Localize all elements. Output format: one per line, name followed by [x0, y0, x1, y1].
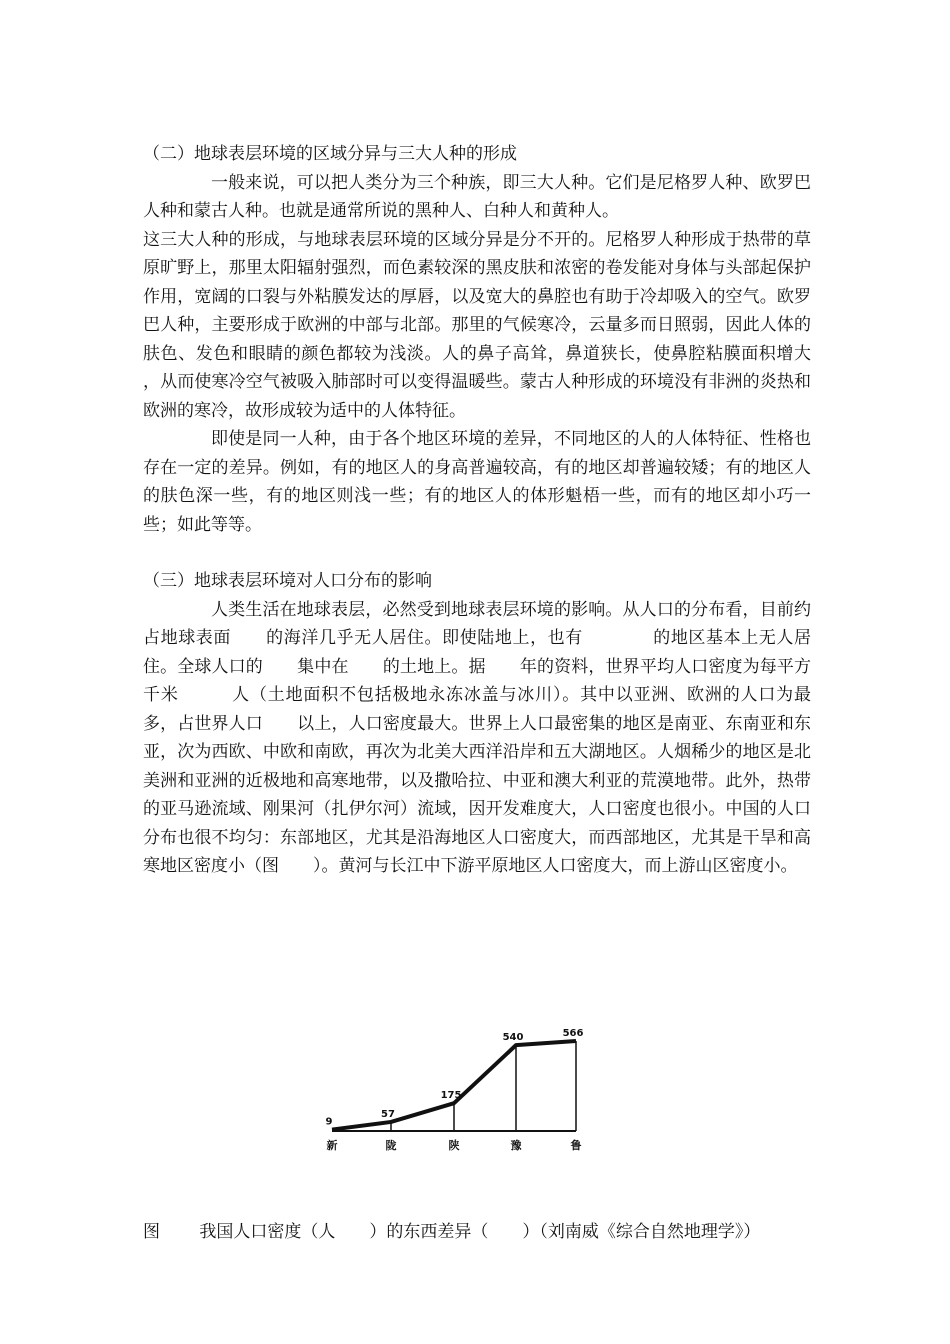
figure-caption: 图 我国人口密度（人 ）的东西差异（ ）（刘南威《综合自然地理学》） — [143, 1222, 761, 1242]
document-body — [143, 140, 811, 881]
chart-category-label-0: 新 — [326, 1139, 338, 1152]
chart-value-label-3: 540 — [502, 1032, 524, 1044]
section-gap — [143, 539, 811, 567]
chart-category-label-1: 陇 — [385, 1139, 397, 1152]
chart-category-label-3: 豫 — [510, 1139, 522, 1152]
section-2-paragraph-3: 即使是同一人种，由于各个地区环境的差异，不同地区的人的人体特征、性格也存在一定的差异。例如，有的地区人的身高普遍较高，有的地区却普遍较矮；有的地区人的肤色深一些，有的地区则浅一些；有的地区人的体形魁梧一些，而有的地区却小巧一些；如此等等。 — [143, 429, 811, 535]
chart-value-label-4: 566 — [562, 1028, 584, 1039]
section-2-paragraph-2: 这三大人种的形成，与地球表层环境的区域分异是分不开的。尼格罗人种形成于热带的草原旷野上，那里太阳辐射强烈，而色素较深的黑皮肤和浓密的卷发能对身体与头部起保护作用，宽阔的口裂与外粘膜发达的厚唇，以及宽大的鼻腔也有助于冷却吸入的空气。欧罗巴人种，主要形成于欧洲的中部与北部。那里的气候寒冷，云量多而日照弱，因此人体的肤色、发色和眼睛的颜色都较为浅淡。人的鼻子高耸，鼻道狭长，使鼻腔粘膜面积增大 ，从而使寒冷空气被吸入肺部时可以变得温暖些。蒙古人种形成的环境没有非洲的炎热和欧洲的寒冷，故形成较为适中的人体特征。 — [143, 229, 811, 421]
population-density-chart — [318, 1022, 608, 1162]
section-3-paragraph-1: 人类生活在地球表层，必然受到地球表层环境的影响。从人口的分布看，目前约占地球表面 的海洋几乎无人居住。即使陆地上，也有 的地区基本上无人居住。全球人口的 集中在 的土地上。据 年的资料，世界平均人口密度为每平方千米 人（土地面积不包括极地永冻冰盖与冰川）。其中以亚洲、欧洲的人口为最多，占世界人口 以上，人口密度最大。世界上人口最密集的地区是南亚、东南亚和东亚，次为西欧、中欧和南欧，再次为北美大西洋沿岸和五大湖地区。人烟稀少的地区是北美洲和亚洲的近极地和高寒地带，以及撒哈拉、中亚和澳大利亚的荒漠地带。此外，热带的亚马逊流域、刚果河（扎伊尔河）流域，因开发难度大，人口密度也很小。中国的人口分布也很不均匀：东部地区，尤其是沿海地区人口密度大，而西部地区，尤其是干旱和高寒地区密度小（图 ）。黄河与长江中下游平原地区人口密度大，而上游山区密度小。 — [143, 599, 811, 876]
chart-canvas — [318, 1022, 608, 1162]
chart-category-label-2: 陕 — [448, 1139, 460, 1152]
section-2-heading: （二）地球表层环境的区域分异与三大人种的形成 — [143, 144, 517, 164]
section-3-heading: （三）地球表层环境对人口分布的影响 — [143, 571, 432, 591]
chart-value-label-0: 9 — [325, 1116, 333, 1128]
chart-category-label-4: 鲁 — [570, 1139, 582, 1152]
section-2-paragraph-1: 一般来说，可以把人类分为三个种族，即三大人种。它们是尼格罗人种、欧罗巴人种和蒙古人种。也就是通常所说的黑种人、白种人和黄种人。 — [143, 172, 811, 221]
chart-value-label-2: 175 — [440, 1090, 462, 1102]
chart-value-label-1: 57 — [381, 1108, 395, 1120]
